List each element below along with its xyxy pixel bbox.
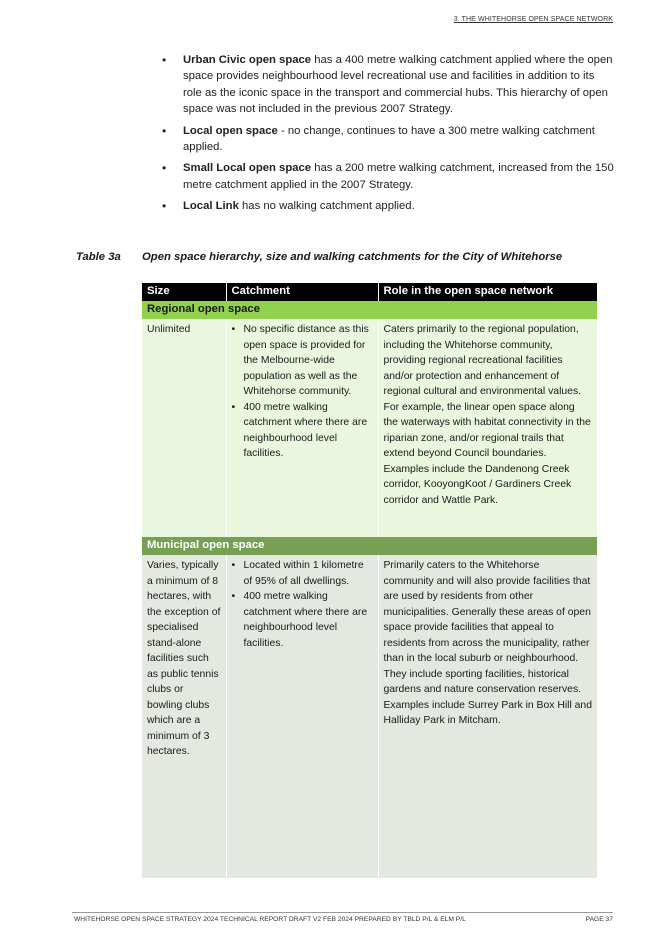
table-row <box>142 555 597 878</box>
catchment-cell <box>226 555 378 878</box>
catchment-item: • 400 metre walking catchment where there are neighbourhood level facilities. <box>232 400 373 462</box>
list-item <box>152 198 614 214</box>
catchment-item: • Located within 1 kilometre of 95% of all dwellings. <box>232 558 373 589</box>
bullet-text: has no walking catchment applied. <box>238 200 415 213</box>
section-row-municipal <box>142 537 597 555</box>
table-header-row <box>142 283 597 301</box>
bullet-text: - no change, continues to have a 300 metre walking catchment applied. <box>183 124 595 154</box>
hierarchy-bullet-list <box>152 52 614 220</box>
footer-divider <box>72 912 613 913</box>
table-row <box>142 319 597 537</box>
column-header-size: Size <box>142 283 226 301</box>
table-caption <box>76 251 562 263</box>
bullet-term: Small Local open space <box>183 162 312 175</box>
table-number: Table 3a <box>76 251 121 263</box>
catchment-cell <box>226 319 378 537</box>
role-cell: Caters primarily to the regional population, including the Whitehorse community, providing regional recreational facilities and/or protection and enhancement of regional cultural and environmental values. For example, the linear open space along the waterways with habitat connectivity in the riparian zone, and/or regional trails that extend beyond Council boundaries. Examples include the Dandenong Creek corridor, KooyongKoot / Gardiners Creek corridor and Wattle Park. <box>378 319 597 537</box>
column-header-catchment: Catchment <box>226 283 378 301</box>
catchment-item: • 400 metre walking catchment where there are neighbourhood level facilities. <box>232 589 373 651</box>
size-cell: Unlimited <box>142 319 226 537</box>
running-header: 3. THE WHITEHORSE OPEN SPACE NETWORK <box>453 16 613 23</box>
role-cell: Primarily caters to the Whitehorse community and will also provide facilities that are used by residents from other municipalities. Generally these areas of open space provide facilities that appeal to residents from across the municipality, rather than in the local suburb or neighbourhood. They include sporting facilities, historical gardens and nature conservation reserves. Examples include Surrey Park in Box Hill and Halliday Park in Mitcham. <box>378 555 597 878</box>
bullet-term: Local open space <box>183 124 278 137</box>
footer-text: WHITEHORSE OPEN SPACE STRATEGY 2024 TECHNICAL REPORT DRAFT V2 FEB 2024 PREPARED BY TBLD P/L & ELM P/L <box>74 916 466 923</box>
table-title: Open space hierarchy, size and walking catchments for the City of Whitehorse <box>142 251 563 263</box>
bullet-term: Local Link <box>183 200 239 213</box>
open-space-hierarchy-table <box>142 283 597 878</box>
list-item <box>152 160 614 193</box>
column-header-role: Role in the open space network <box>378 283 597 301</box>
bullet-text: has a 400 metre walking catchment applied where the open space provides neighbourhood level recreational use and facilities in addition to its role as the iconic space in the transport and commercial hubs. This hierarchy of open space was not included in the previous 2007 Strategy. <box>183 54 613 116</box>
list-item <box>152 52 614 118</box>
catchment-item: • No specific distance as this open space is provided for the Melbourne-wide population as well as the Whitehorse community. <box>232 322 373 400</box>
size-cell: Varies, typically a minimum of 8 hectares, with the exception of specialised stand-alone facilities such as public tennis clubs or bowling clubs which are a minimum of 3 hectares. <box>142 555 226 878</box>
list-item <box>152 123 614 156</box>
bullet-text: has a 200 metre walking catchment, increased from the 150 metre catchment applied in the 2007 Strategy. <box>183 162 614 191</box>
section-title: Municipal open space <box>142 537 597 555</box>
section-title: Regional open space <box>142 301 597 319</box>
bullet-term: Urban Civic open space <box>183 54 312 66</box>
page-number: PAGE 37 <box>585 916 613 923</box>
section-row-regional <box>142 301 597 319</box>
